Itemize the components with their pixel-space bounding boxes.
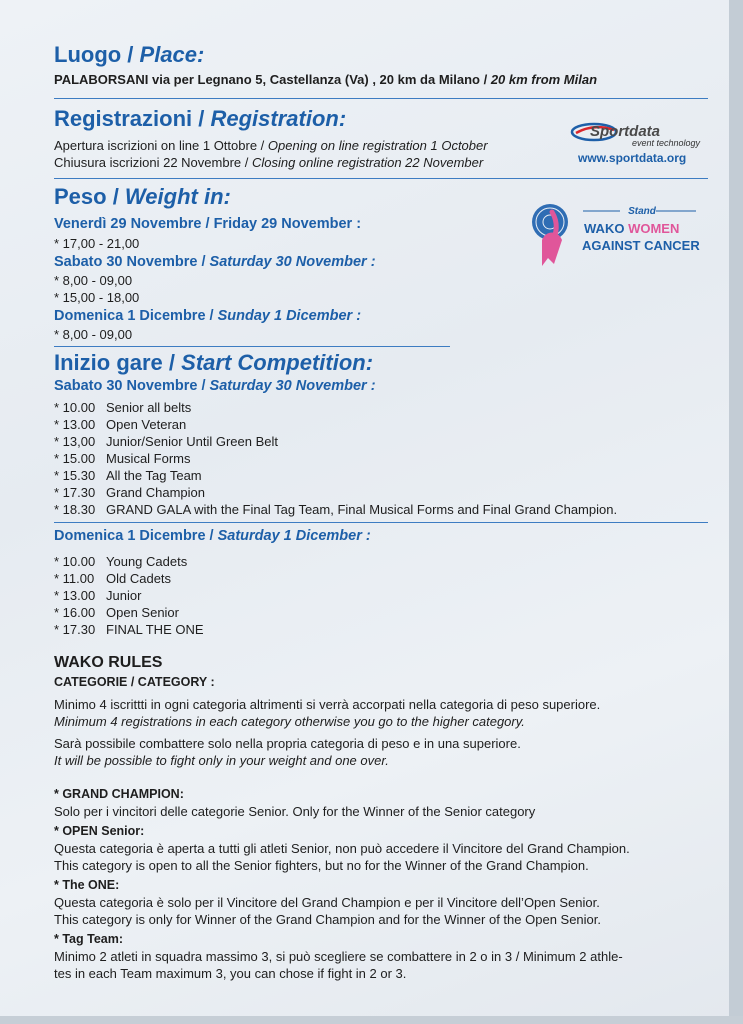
schedule-item bbox=[54, 622, 204, 637]
weigh-day-sunday-label-en: Sunday 1 Dicember : bbox=[217, 308, 362, 324]
page-edge-bottom bbox=[0, 1016, 743, 1024]
schedule-time: * 11.00 bbox=[54, 571, 95, 586]
schedule-event: Young Cadets bbox=[106, 554, 188, 569]
competition-saturday-label-it: Sabato 30 Novembre / bbox=[54, 378, 210, 394]
schedule-time: * 13,00 bbox=[54, 434, 96, 449]
schedule-item bbox=[54, 588, 141, 603]
weigh-day-friday-label: Venerdì 29 Novembre / Friday 29 November : bbox=[54, 216, 362, 232]
schedule-item bbox=[54, 605, 179, 620]
schedule-event: All the Tag Team bbox=[106, 468, 202, 483]
rules-open-senior-text-en: This category is open to all the Senior fighters, but no for the Winner of the Grand Champion. bbox=[54, 858, 589, 873]
competition-saturday-label bbox=[54, 378, 376, 394]
schedule-time: * 13.00 bbox=[54, 588, 96, 603]
schedule-time: * 15.00 bbox=[54, 451, 96, 466]
competition-sunday-label-en: Saturday 1 Dicember : bbox=[217, 528, 371, 544]
registration-close-en: Closing online registration 22 November bbox=[251, 155, 484, 170]
schedule-time: * 17.30 bbox=[54, 622, 96, 637]
sportdata-logo bbox=[570, 120, 710, 150]
rules-the-one-text-en: This category is only for Winner of the Grand Champion and for the Winner of the Open Senior. bbox=[54, 912, 602, 927]
stand-title-line2: AGAINST CANCER bbox=[582, 238, 700, 253]
rules-p1-en: Minimum 4 registrations in each category otherwise you go to the higher category. bbox=[54, 714, 525, 729]
competition-title bbox=[54, 350, 373, 376]
weigh-day-friday bbox=[54, 216, 361, 232]
sportdata-logo-name: Sportdata bbox=[590, 123, 661, 140]
weigh-time: * 17,00 - 21,00 bbox=[54, 236, 140, 251]
schedule-time: * 15.30 bbox=[54, 468, 96, 483]
rules-p1-it: Minimo 4 iscrittti in ogni categoria altrimenti si verrà accorpati nella categoria di peso superiore. bbox=[54, 697, 601, 712]
rules-grand-champion-heading: * GRAND CHAMPION: bbox=[54, 787, 184, 801]
competition-sunday-label bbox=[54, 528, 371, 544]
rules-title: WAKO RULES bbox=[54, 654, 163, 671]
competition-title-en: Start Competition: bbox=[181, 350, 374, 375]
schedule-item bbox=[54, 571, 171, 586]
sportdata-url[interactable]: www.sportdata.org bbox=[578, 151, 687, 165]
weigh-day-saturday-label-it: Sabato 30 Novembre / bbox=[54, 254, 210, 270]
schedule-event: Open Veteran bbox=[106, 417, 187, 432]
registration-close-line bbox=[54, 155, 483, 170]
weigh-time: * 15,00 - 18,00 bbox=[54, 290, 140, 305]
schedule-item bbox=[54, 502, 617, 517]
schedule-event: Grand Champion bbox=[106, 485, 205, 500]
weigh-day-saturday bbox=[54, 254, 376, 270]
divider bbox=[54, 98, 708, 99]
registration-open-line bbox=[54, 138, 488, 153]
stand-label: Stand bbox=[628, 206, 656, 217]
competition-sunday-label-it: Domenica 1 Dicembre / bbox=[54, 528, 218, 544]
weigh-title-it: Peso / bbox=[54, 184, 125, 209]
registration-title-en: Registration: bbox=[210, 106, 347, 131]
registration-open-it: Apertura iscrizioni on line 1 Ottobre / bbox=[54, 138, 268, 153]
rules-p2-it: Sarà possibile combattere solo nella propria categoria di peso e in una superiore. bbox=[54, 736, 521, 751]
stand-title-wako: WAKO bbox=[584, 221, 629, 236]
schedule-event: Junior bbox=[106, 588, 142, 603]
rules-the-one-text-it: Questa categoria è solo per il Vincitore del Grand Champion e per il Vincitore dell’Open Senior. bbox=[54, 895, 600, 910]
place-title-it: Luogo / bbox=[54, 42, 140, 67]
schedule-event: Old Cadets bbox=[106, 571, 172, 586]
schedule-time: * 10.00 bbox=[54, 554, 96, 569]
stand-title-line1 bbox=[584, 221, 679, 236]
weigh-time: * 8,00 - 09,00 bbox=[54, 273, 133, 288]
sportdata-logo-tag: event technology bbox=[632, 138, 701, 148]
place-address bbox=[54, 72, 597, 87]
rules-subtitle: CATEGORIE / CATEGORY : bbox=[54, 675, 215, 689]
schedule-item bbox=[54, 417, 186, 432]
rules-p2-en: It will be possible to fight only in your weight and one over. bbox=[54, 753, 389, 768]
rules-open-senior-heading: * OPEN Senior: bbox=[54, 824, 145, 838]
place-title bbox=[54, 42, 204, 68]
weigh-day-sunday-label-it: Domenica 1 Dicembre / bbox=[54, 308, 218, 324]
place-title-en: Place: bbox=[139, 42, 205, 67]
schedule-event: Open Senior bbox=[106, 605, 179, 620]
schedule-item bbox=[54, 554, 187, 569]
schedule-event: GRAND GALA with the Final Tag Team, Final Musical Forms and Final Grand Champion. bbox=[106, 502, 618, 517]
schedule-time: * 16.00 bbox=[54, 605, 96, 620]
schedule-time: * 18.30 bbox=[54, 502, 96, 517]
rules-open-senior-text-it: Questa categoria è aperta a tutti gli atleti Senior, non può accedere il Vincitore del Grand Champion. bbox=[54, 841, 630, 856]
rules-tag-team-text-2: tes in each Team maximum 3, you can chose if fight in 2 or 3. bbox=[54, 966, 407, 981]
weigh-day-saturday-label-en: Saturday 30 November : bbox=[209, 254, 376, 270]
schedule-item bbox=[54, 434, 278, 449]
divider bbox=[54, 346, 450, 347]
rules-tag-team-heading: * Tag Team: bbox=[54, 932, 123, 946]
schedule-time: * 10.00 bbox=[54, 400, 96, 415]
weigh-day-sunday bbox=[54, 308, 361, 324]
weigh-title bbox=[54, 184, 231, 210]
schedule-time: * 17.30 bbox=[54, 485, 96, 500]
page-edge-right bbox=[729, 0, 743, 1024]
registration-close-it: Chiusura iscrizioni 22 Novembre / bbox=[54, 155, 252, 170]
weigh-title-en: Weight in: bbox=[124, 184, 231, 209]
schedule-event: Senior all belts bbox=[106, 400, 192, 415]
schedule-time: * 13.00 bbox=[54, 417, 96, 432]
rules-the-one-heading: * The ONE: bbox=[54, 878, 120, 892]
divider bbox=[54, 178, 708, 179]
schedule-event: Junior/Senior Until Green Belt bbox=[106, 434, 278, 449]
registration-title bbox=[54, 106, 346, 132]
competition-saturday-label-en: Saturday 30 November : bbox=[209, 378, 376, 394]
schedule-event: FINAL THE ONE bbox=[106, 622, 204, 637]
rules-grand-champion-text: Solo per i vincitori delle categorie Senior. Only for the Winner of the Senior category bbox=[54, 804, 536, 819]
schedule-item bbox=[54, 485, 205, 500]
rules-tag-team-text-1: Minimo 2 atleti in squadra massimo 3, si può scegliere se combattere in 2 o in 3 / Minimum 2 athle- bbox=[54, 949, 623, 964]
place-address-en: 20 km from Milan bbox=[490, 72, 598, 87]
registration-title-it: Registrazioni / bbox=[54, 106, 211, 131]
schedule-item bbox=[54, 451, 191, 466]
place-address-it: PALABORSANI via per Legnano 5, Castellanza (Va) , 20 km da Milano / bbox=[54, 72, 491, 87]
weigh-time: * 8,00 - 09,00 bbox=[54, 327, 133, 342]
schedule-event: Musical Forms bbox=[106, 451, 191, 466]
competition-title-it: Inizio gare / bbox=[54, 350, 182, 375]
registration-open-en: Opening on line registration 1 October bbox=[267, 138, 488, 153]
stand-title-women: WOMEN bbox=[628, 221, 680, 236]
schedule-item bbox=[54, 468, 202, 483]
divider bbox=[54, 522, 708, 523]
schedule-item bbox=[54, 400, 191, 415]
